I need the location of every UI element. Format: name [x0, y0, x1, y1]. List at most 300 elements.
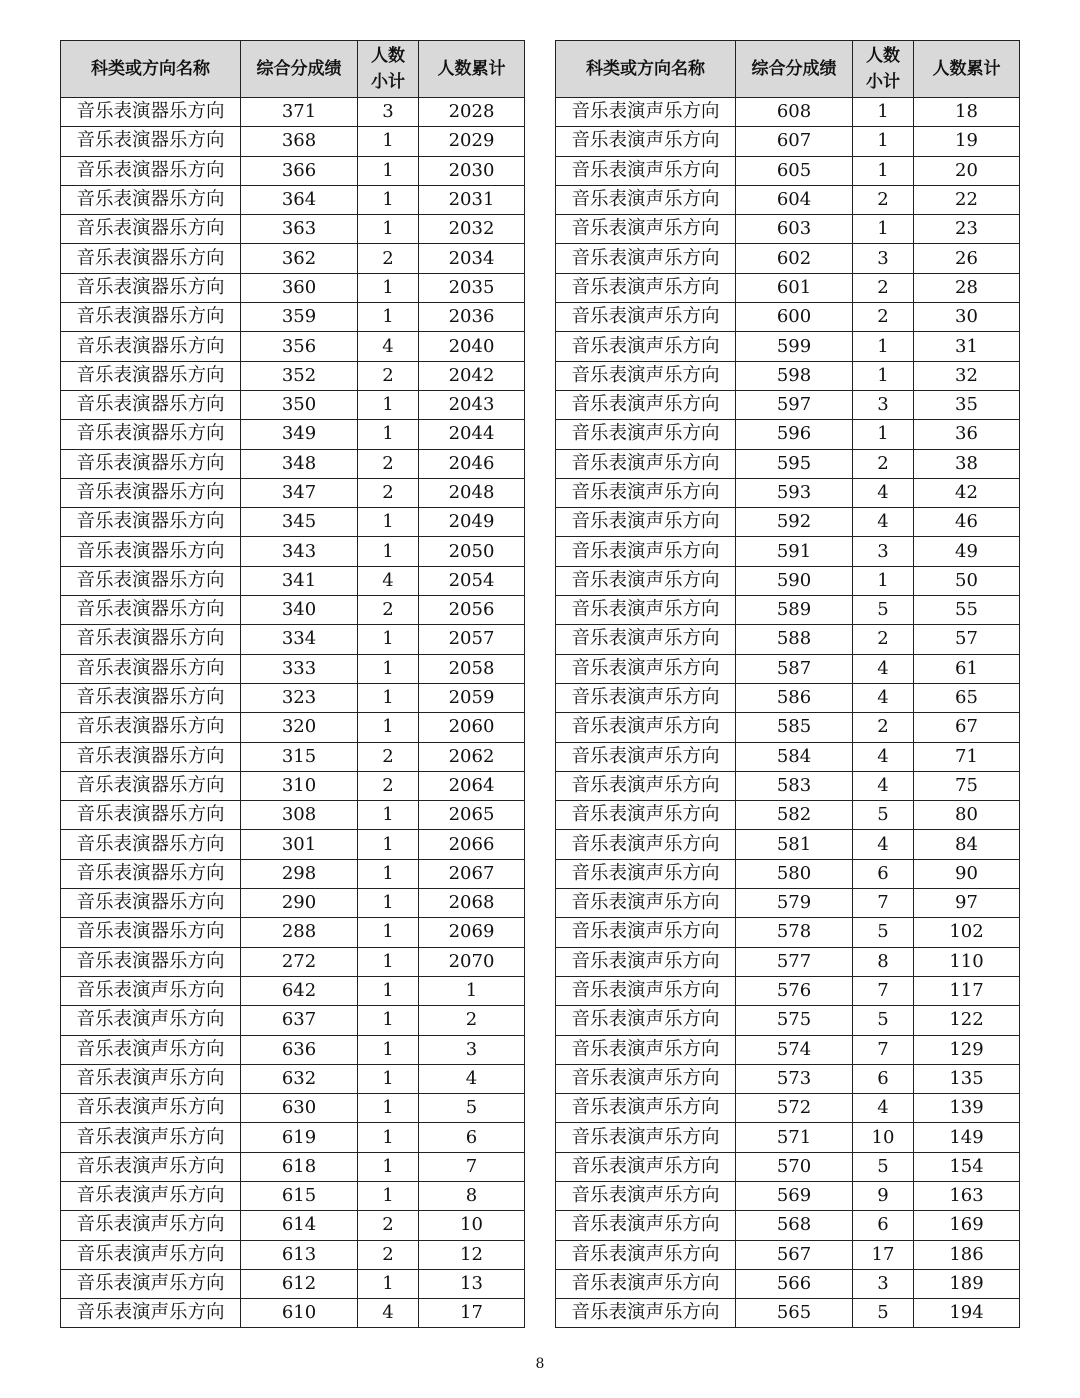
- row-count: 1: [358, 420, 419, 449]
- row-cumulative: 129: [914, 1035, 1020, 1064]
- row-count: 1: [358, 1152, 419, 1181]
- table-row: [61, 801, 525, 830]
- row-cumulative: 2066: [419, 830, 525, 859]
- row-cumulative: 2044: [419, 420, 525, 449]
- row-cumulative: 71: [914, 742, 1020, 771]
- row-score: 619: [241, 1123, 358, 1152]
- row-name: 音乐表演声乐方向: [556, 918, 736, 947]
- row-cumulative: 38: [914, 449, 1020, 478]
- row-cumulative: 61: [914, 654, 1020, 683]
- row-count: 10: [853, 1123, 914, 1152]
- row-cumulative: 67: [914, 713, 1020, 742]
- header-count-line2: 小计: [371, 72, 405, 92]
- row-count: 1: [358, 654, 419, 683]
- row-count: 2: [853, 449, 914, 478]
- row-score: 290: [241, 889, 358, 918]
- row-score: 588: [736, 625, 853, 654]
- header-name: 科类或方向名称: [61, 41, 241, 98]
- table-row: [556, 1181, 1020, 1210]
- table-row: [556, 156, 1020, 185]
- table-row: [556, 303, 1020, 332]
- row-name: 音乐表演声乐方向: [556, 625, 736, 654]
- table-row: [556, 273, 1020, 302]
- row-name: 音乐表演声乐方向: [556, 273, 736, 302]
- row-score: 636: [241, 1035, 358, 1064]
- row-score: 642: [241, 976, 358, 1005]
- row-cumulative: 90: [914, 859, 1020, 888]
- table-row: [61, 683, 525, 712]
- row-cumulative: 22: [914, 185, 1020, 214]
- row-name: 音乐表演器乐方向: [61, 713, 241, 742]
- row-count: 8: [853, 947, 914, 976]
- row-name: 音乐表演声乐方向: [61, 1152, 241, 1181]
- row-score: 581: [736, 830, 853, 859]
- table-row: [61, 1269, 525, 1298]
- row-name: 音乐表演声乐方向: [556, 1240, 736, 1269]
- row-count: 1: [358, 156, 419, 185]
- row-name: 音乐表演器乐方向: [61, 508, 241, 537]
- row-name: 音乐表演器乐方向: [61, 537, 241, 566]
- row-count: 4: [358, 1299, 419, 1328]
- row-cumulative: 23: [914, 215, 1020, 244]
- row-cumulative: 75: [914, 771, 1020, 800]
- table-row: [61, 625, 525, 654]
- score-table-right: [555, 40, 1020, 1328]
- row-count: 9: [853, 1181, 914, 1210]
- table-row: [61, 156, 525, 185]
- table-row: [61, 566, 525, 595]
- row-name: 音乐表演声乐方向: [556, 654, 736, 683]
- row-cumulative: 135: [914, 1064, 1020, 1093]
- table-row: [61, 1064, 525, 1093]
- row-score: 615: [241, 1181, 358, 1210]
- row-score: 310: [241, 771, 358, 800]
- row-name: 音乐表演声乐方向: [556, 361, 736, 390]
- table-row: [556, 889, 1020, 918]
- row-count: 7: [853, 889, 914, 918]
- table-header-row: [556, 41, 1020, 98]
- row-score: 360: [241, 273, 358, 302]
- table-row: [61, 654, 525, 683]
- row-count: 1: [853, 566, 914, 595]
- row-count: 5: [853, 1152, 914, 1181]
- row-name: 音乐表演声乐方向: [556, 771, 736, 800]
- table-row: [61, 449, 525, 478]
- row-name: 音乐表演器乐方向: [61, 332, 241, 361]
- table-row: [61, 98, 525, 127]
- row-name: 音乐表演器乐方向: [61, 830, 241, 859]
- row-score: 610: [241, 1299, 358, 1328]
- table-row: [556, 1064, 1020, 1093]
- row-cumulative: 2058: [419, 654, 525, 683]
- row-name: 音乐表演声乐方向: [556, 98, 736, 127]
- row-count: 4: [358, 566, 419, 595]
- row-name: 音乐表演声乐方向: [556, 1269, 736, 1298]
- header-count: [358, 41, 419, 98]
- row-count: 1: [853, 361, 914, 390]
- row-cumulative: 186: [914, 1240, 1020, 1269]
- table-row: [556, 1211, 1020, 1240]
- row-score: 340: [241, 596, 358, 625]
- row-name: 音乐表演声乐方向: [556, 332, 736, 361]
- row-count: 1: [358, 859, 419, 888]
- row-count: 1: [358, 918, 419, 947]
- row-count: 3: [358, 98, 419, 127]
- table-row: [556, 215, 1020, 244]
- row-name: 音乐表演声乐方向: [556, 215, 736, 244]
- row-name: 音乐表演器乐方向: [61, 390, 241, 419]
- row-score: 630: [241, 1094, 358, 1123]
- row-name: 音乐表演器乐方向: [61, 918, 241, 947]
- row-cumulative: 17: [419, 1299, 525, 1328]
- row-count: 1: [358, 537, 419, 566]
- row-count: 1: [853, 127, 914, 156]
- header-cumulative: 人数累计: [914, 41, 1020, 98]
- table-row: [556, 1269, 1020, 1298]
- row-count: 5: [853, 918, 914, 947]
- row-count: 1: [358, 1064, 419, 1093]
- row-count: 1: [358, 801, 419, 830]
- row-count: 7: [853, 1035, 914, 1064]
- row-name: 音乐表演声乐方向: [556, 1299, 736, 1328]
- row-cumulative: 110: [914, 947, 1020, 976]
- row-count: 2: [853, 303, 914, 332]
- table-row: [556, 771, 1020, 800]
- table-header-row: [61, 41, 525, 98]
- row-score: 571: [736, 1123, 853, 1152]
- row-cumulative: 26: [914, 244, 1020, 273]
- row-cumulative: 3: [419, 1035, 525, 1064]
- row-score: 599: [736, 332, 853, 361]
- row-cumulative: 2050: [419, 537, 525, 566]
- row-cumulative: 42: [914, 478, 1020, 507]
- table-row: [556, 683, 1020, 712]
- row-score: 568: [736, 1211, 853, 1240]
- row-name: 音乐表演声乐方向: [556, 537, 736, 566]
- row-name: 音乐表演器乐方向: [61, 771, 241, 800]
- row-score: 598: [736, 361, 853, 390]
- row-count: 5: [853, 1299, 914, 1328]
- row-score: 356: [241, 332, 358, 361]
- row-score: 614: [241, 1211, 358, 1240]
- row-name: 音乐表演声乐方向: [61, 1269, 241, 1298]
- row-score: 618: [241, 1152, 358, 1181]
- row-count: 4: [853, 683, 914, 712]
- row-cumulative: 2028: [419, 98, 525, 127]
- row-name: 音乐表演声乐方向: [61, 1299, 241, 1328]
- row-name: 音乐表演声乐方向: [61, 1035, 241, 1064]
- row-cumulative: 2069: [419, 918, 525, 947]
- row-cumulative: 10: [419, 1211, 525, 1240]
- row-score: 605: [736, 156, 853, 185]
- row-score: 607: [736, 127, 853, 156]
- header-score: 综合分成绩: [241, 41, 358, 98]
- row-score: 315: [241, 742, 358, 771]
- row-count: 1: [358, 390, 419, 419]
- row-score: 602: [736, 244, 853, 273]
- row-cumulative: 35: [914, 390, 1020, 419]
- table-row: [556, 713, 1020, 742]
- row-name: 音乐表演声乐方向: [556, 420, 736, 449]
- row-score: 637: [241, 1006, 358, 1035]
- table-row: [61, 1035, 525, 1064]
- row-name: 音乐表演声乐方向: [556, 1181, 736, 1210]
- row-score: 371: [241, 98, 358, 127]
- row-count: 1: [358, 273, 419, 302]
- header-count-line2: 小计: [866, 72, 900, 92]
- row-cumulative: 189: [914, 1269, 1020, 1298]
- table-row: [61, 976, 525, 1005]
- row-cumulative: 2062: [419, 742, 525, 771]
- row-cumulative: 57: [914, 625, 1020, 654]
- row-cumulative: 2036: [419, 303, 525, 332]
- row-cumulative: 13: [419, 1269, 525, 1298]
- table-row: [61, 273, 525, 302]
- row-cumulative: 2049: [419, 508, 525, 537]
- table-row: [61, 859, 525, 888]
- row-cumulative: 30: [914, 303, 1020, 332]
- row-name: 音乐表演声乐方向: [556, 1152, 736, 1181]
- row-cumulative: 1: [419, 976, 525, 1005]
- row-count: 1: [358, 713, 419, 742]
- row-score: 608: [736, 98, 853, 127]
- row-cumulative: 8: [419, 1181, 525, 1210]
- row-score: 578: [736, 918, 853, 947]
- row-name: 音乐表演器乐方向: [61, 801, 241, 830]
- row-count: 1: [853, 215, 914, 244]
- row-score: 320: [241, 713, 358, 742]
- row-score: 574: [736, 1035, 853, 1064]
- table-row: [61, 537, 525, 566]
- table-row: [61, 713, 525, 742]
- row-score: 298: [241, 859, 358, 888]
- row-cumulative: 2034: [419, 244, 525, 273]
- row-cumulative: 4: [419, 1064, 525, 1093]
- row-score: 603: [736, 215, 853, 244]
- table-row: [556, 801, 1020, 830]
- row-score: 591: [736, 537, 853, 566]
- row-name: 音乐表演器乐方向: [61, 478, 241, 507]
- row-score: 288: [241, 918, 358, 947]
- row-cumulative: 163: [914, 1181, 1020, 1210]
- row-cumulative: 5: [419, 1094, 525, 1123]
- row-count: 1: [358, 303, 419, 332]
- header-score: 综合分成绩: [736, 41, 853, 98]
- table-row: [556, 625, 1020, 654]
- row-name: 音乐表演声乐方向: [556, 127, 736, 156]
- row-count: 2: [358, 244, 419, 273]
- row-count: 1: [358, 1269, 419, 1298]
- row-cumulative: 117: [914, 976, 1020, 1005]
- table-row: [61, 1240, 525, 1269]
- row-name: 音乐表演声乐方向: [61, 1123, 241, 1152]
- table-row: [61, 889, 525, 918]
- table-row: [556, 1240, 1020, 1269]
- row-score: 575: [736, 1006, 853, 1035]
- row-cumulative: 2048: [419, 478, 525, 507]
- row-cumulative: 80: [914, 801, 1020, 830]
- table-row: [556, 478, 1020, 507]
- row-name: 音乐表演声乐方向: [556, 1064, 736, 1093]
- row-count: 4: [853, 771, 914, 800]
- row-name: 音乐表演声乐方向: [556, 156, 736, 185]
- row-count: 2: [358, 596, 419, 625]
- row-score: 352: [241, 361, 358, 390]
- row-cumulative: 2056: [419, 596, 525, 625]
- row-name: 音乐表演声乐方向: [61, 1181, 241, 1210]
- row-name: 音乐表演声乐方向: [61, 1211, 241, 1240]
- row-count: 2: [358, 1240, 419, 1269]
- row-cumulative: 49: [914, 537, 1020, 566]
- row-cumulative: 6: [419, 1123, 525, 1152]
- table-row: [61, 918, 525, 947]
- row-score: 577: [736, 947, 853, 976]
- table-row: [556, 390, 1020, 419]
- row-score: 613: [241, 1240, 358, 1269]
- row-name: 音乐表演器乐方向: [61, 889, 241, 918]
- row-cumulative: 139: [914, 1094, 1020, 1123]
- row-cumulative: 12: [419, 1240, 525, 1269]
- table-row: [61, 1094, 525, 1123]
- table-row: [61, 420, 525, 449]
- row-cumulative: 2057: [419, 625, 525, 654]
- row-score: 612: [241, 1269, 358, 1298]
- row-cumulative: 2060: [419, 713, 525, 742]
- row-score: 349: [241, 420, 358, 449]
- row-count: 2: [358, 1211, 419, 1240]
- table-row: [61, 1299, 525, 1328]
- table-row: [556, 537, 1020, 566]
- row-score: 323: [241, 683, 358, 712]
- table-row: [556, 420, 1020, 449]
- row-name: 音乐表演声乐方向: [556, 801, 736, 830]
- row-cumulative: 102: [914, 918, 1020, 947]
- row-cumulative: 36: [914, 420, 1020, 449]
- row-name: 音乐表演器乐方向: [61, 244, 241, 273]
- row-name: 音乐表演声乐方向: [556, 478, 736, 507]
- table-row: [61, 1211, 525, 1240]
- row-cumulative: 2070: [419, 947, 525, 976]
- table-row: [556, 830, 1020, 859]
- row-count: 1: [358, 127, 419, 156]
- row-count: 6: [853, 1064, 914, 1093]
- row-score: 341: [241, 566, 358, 595]
- row-name: 音乐表演器乐方向: [61, 273, 241, 302]
- table-row: [61, 1181, 525, 1210]
- row-name: 音乐表演声乐方向: [556, 713, 736, 742]
- row-count: 1: [853, 420, 914, 449]
- table-row: [556, 508, 1020, 537]
- row-name: 音乐表演器乐方向: [61, 215, 241, 244]
- row-name: 音乐表演器乐方向: [61, 127, 241, 156]
- row-score: 584: [736, 742, 853, 771]
- table-row: [556, 1152, 1020, 1181]
- table-row: [556, 859, 1020, 888]
- row-name: 音乐表演声乐方向: [61, 1240, 241, 1269]
- header-count-line1: 人数: [371, 46, 405, 66]
- table-row: [556, 566, 1020, 595]
- table-row: [61, 771, 525, 800]
- row-score: 604: [736, 185, 853, 214]
- row-name: 音乐表演器乐方向: [61, 859, 241, 888]
- row-cumulative: 2068: [419, 889, 525, 918]
- row-count: 5: [853, 801, 914, 830]
- row-count: 5: [853, 596, 914, 625]
- row-count: 2: [358, 771, 419, 800]
- row-name: 音乐表演器乐方向: [61, 156, 241, 185]
- row-cumulative: 2043: [419, 390, 525, 419]
- row-name: 音乐表演声乐方向: [61, 976, 241, 1005]
- table-row: [61, 508, 525, 537]
- row-count: 1: [358, 508, 419, 537]
- row-name: 音乐表演器乐方向: [61, 420, 241, 449]
- row-count: 1: [358, 1035, 419, 1064]
- table-row: [61, 185, 525, 214]
- row-score: 593: [736, 478, 853, 507]
- row-score: 601: [736, 273, 853, 302]
- table-row: [61, 303, 525, 332]
- row-score: 334: [241, 625, 358, 654]
- row-name: 音乐表演器乐方向: [61, 683, 241, 712]
- row-name: 音乐表演声乐方向: [556, 390, 736, 419]
- table-row: [61, 361, 525, 390]
- row-score: 333: [241, 654, 358, 683]
- table-row: [556, 361, 1020, 390]
- row-count: 1: [358, 889, 419, 918]
- table-row: [556, 127, 1020, 156]
- row-cumulative: 97: [914, 889, 1020, 918]
- row-count: 1: [358, 976, 419, 1005]
- row-count: 1: [853, 332, 914, 361]
- header-count-line1: 人数: [866, 46, 900, 66]
- row-score: 580: [736, 859, 853, 888]
- row-count: 17: [853, 1240, 914, 1269]
- row-score: 573: [736, 1064, 853, 1093]
- row-cumulative: 169: [914, 1211, 1020, 1240]
- row-name: 音乐表演声乐方向: [556, 596, 736, 625]
- row-count: 4: [358, 332, 419, 361]
- row-score: 587: [736, 654, 853, 683]
- row-name: 音乐表演器乐方向: [61, 625, 241, 654]
- table-row: [61, 596, 525, 625]
- row-score: 347: [241, 478, 358, 507]
- row-cumulative: 2040: [419, 332, 525, 361]
- table-row: [556, 185, 1020, 214]
- row-score: 567: [736, 1240, 853, 1269]
- table-row: [556, 596, 1020, 625]
- row-name: 音乐表演声乐方向: [556, 449, 736, 478]
- row-name: 音乐表演器乐方向: [61, 596, 241, 625]
- row-count: 1: [358, 185, 419, 214]
- table-row: [61, 1123, 525, 1152]
- row-cumulative: 18: [914, 98, 1020, 127]
- row-name: 音乐表演声乐方向: [556, 1123, 736, 1152]
- row-score: 272: [241, 947, 358, 976]
- row-score: 301: [241, 830, 358, 859]
- row-cumulative: 65: [914, 683, 1020, 712]
- table-row: [556, 1006, 1020, 1035]
- row-count: 4: [853, 1094, 914, 1123]
- row-count: 1: [358, 683, 419, 712]
- row-name: 音乐表演声乐方向: [556, 1006, 736, 1035]
- table-row: [61, 742, 525, 771]
- row-count: 1: [358, 1181, 419, 1210]
- row-score: 363: [241, 215, 358, 244]
- row-score: 569: [736, 1181, 853, 1210]
- row-cumulative: 122: [914, 1006, 1020, 1035]
- row-score: 585: [736, 713, 853, 742]
- row-count: 4: [853, 654, 914, 683]
